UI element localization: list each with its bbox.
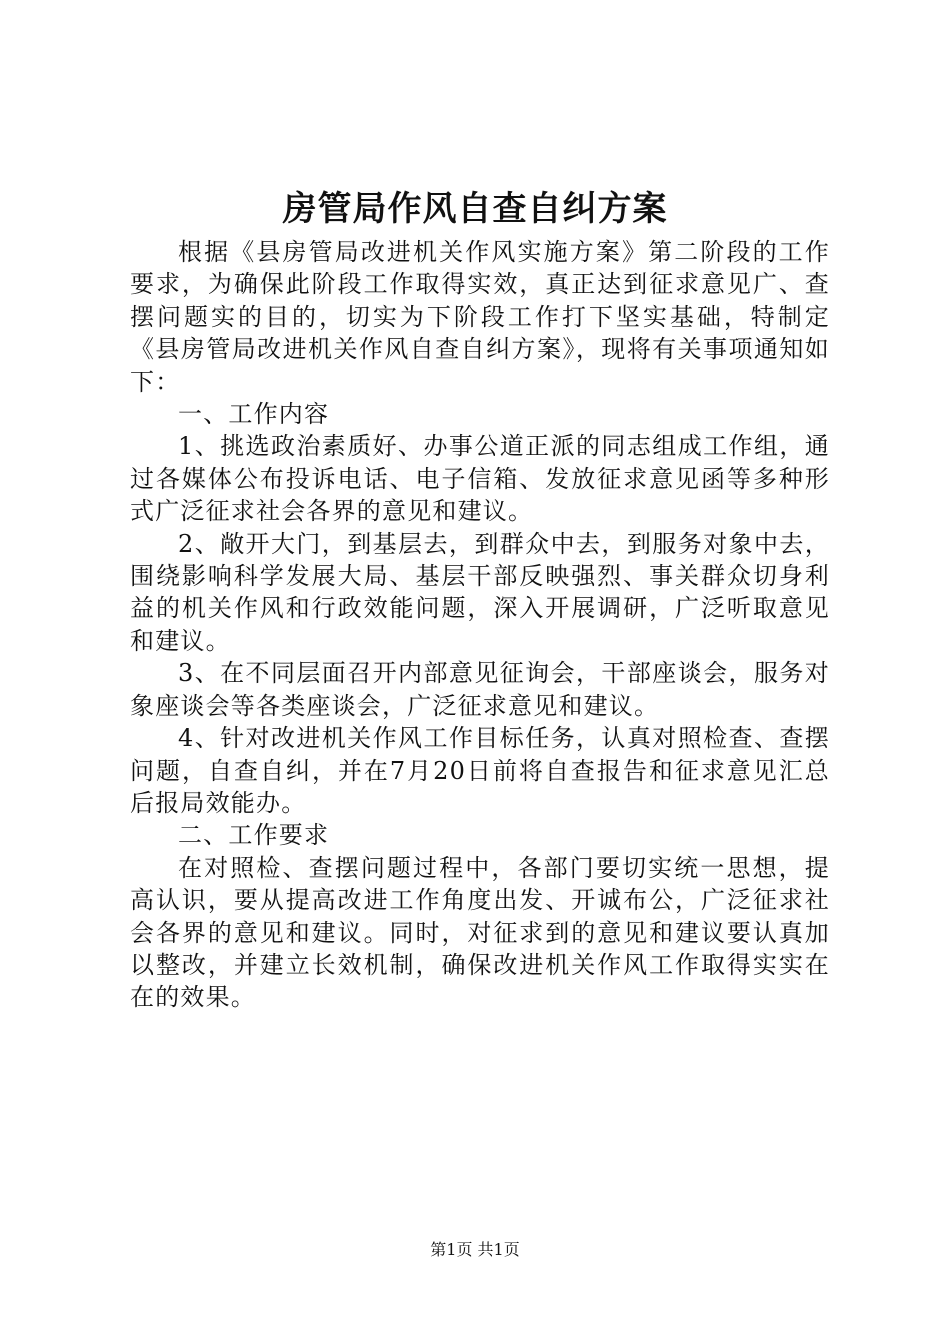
intro-paragraph: 根据《县房管局改进机关作风实施方案》第二阶段的工作要求，为确保此阶段工作取得实效，真正达到征求意见广、查摆问题实的目的，切实为下阶段工作打下坚实基础，特制定《县房管局改进机关作风自查自纠方案》，现将有关事项通知如下： — [130, 238, 830, 396]
work-content-item-3: 3、在不同层面召开内部意见征询会，干部座谈会，服务对象座谈会等各类座谈会，广泛征求意见和建议。 — [130, 659, 830, 720]
work-content-item-1: 1、挑选政治素质好、办事公道正派的同志组成工作组，通过各媒体公布投诉电话、电子信箱、发放征求意见函等多种形式广泛征求社会各界的意见和建议。 — [130, 432, 830, 526]
page-number-footer: 第1页 共1页 — [430, 1240, 520, 1259]
work-content-item-2: 2、敞开大门，到基层去，到群众中去，到服务对象中去，围绕影响科学发展大局、基层干部反映强烈、事关群众切身利益的机关作风和行政效能问题，深入开展调研，广泛听取意见和建议。 — [130, 529, 830, 655]
document-body — [130, 236, 830, 1014]
work-requirements-paragraph: 在对照检、查摆问题过程中，各部门要切实统一思想，提高认识，要从提高改进工作角度出发、开诚布公，广泛征求社会各界的意见和建议。同时，对征求到的意见和建议要认真加以整改，并建立长效机制，确保改进机关作风工作取得实实在在的效果。 — [130, 853, 830, 1012]
section-heading-work-content: 一、工作内容 — [178, 400, 330, 429]
document-title: 房管局作风自查自纠方案 — [282, 189, 668, 229]
work-content-item-4: 4、针对改进机关作风工作目标任务，认真对照检查、查摆问题，自查自纠，并在7月20日前将自查报告和征求意见汇总后报局效能办。 — [130, 724, 830, 817]
section-heading-work-requirements: 二、工作要求 — [178, 821, 330, 850]
